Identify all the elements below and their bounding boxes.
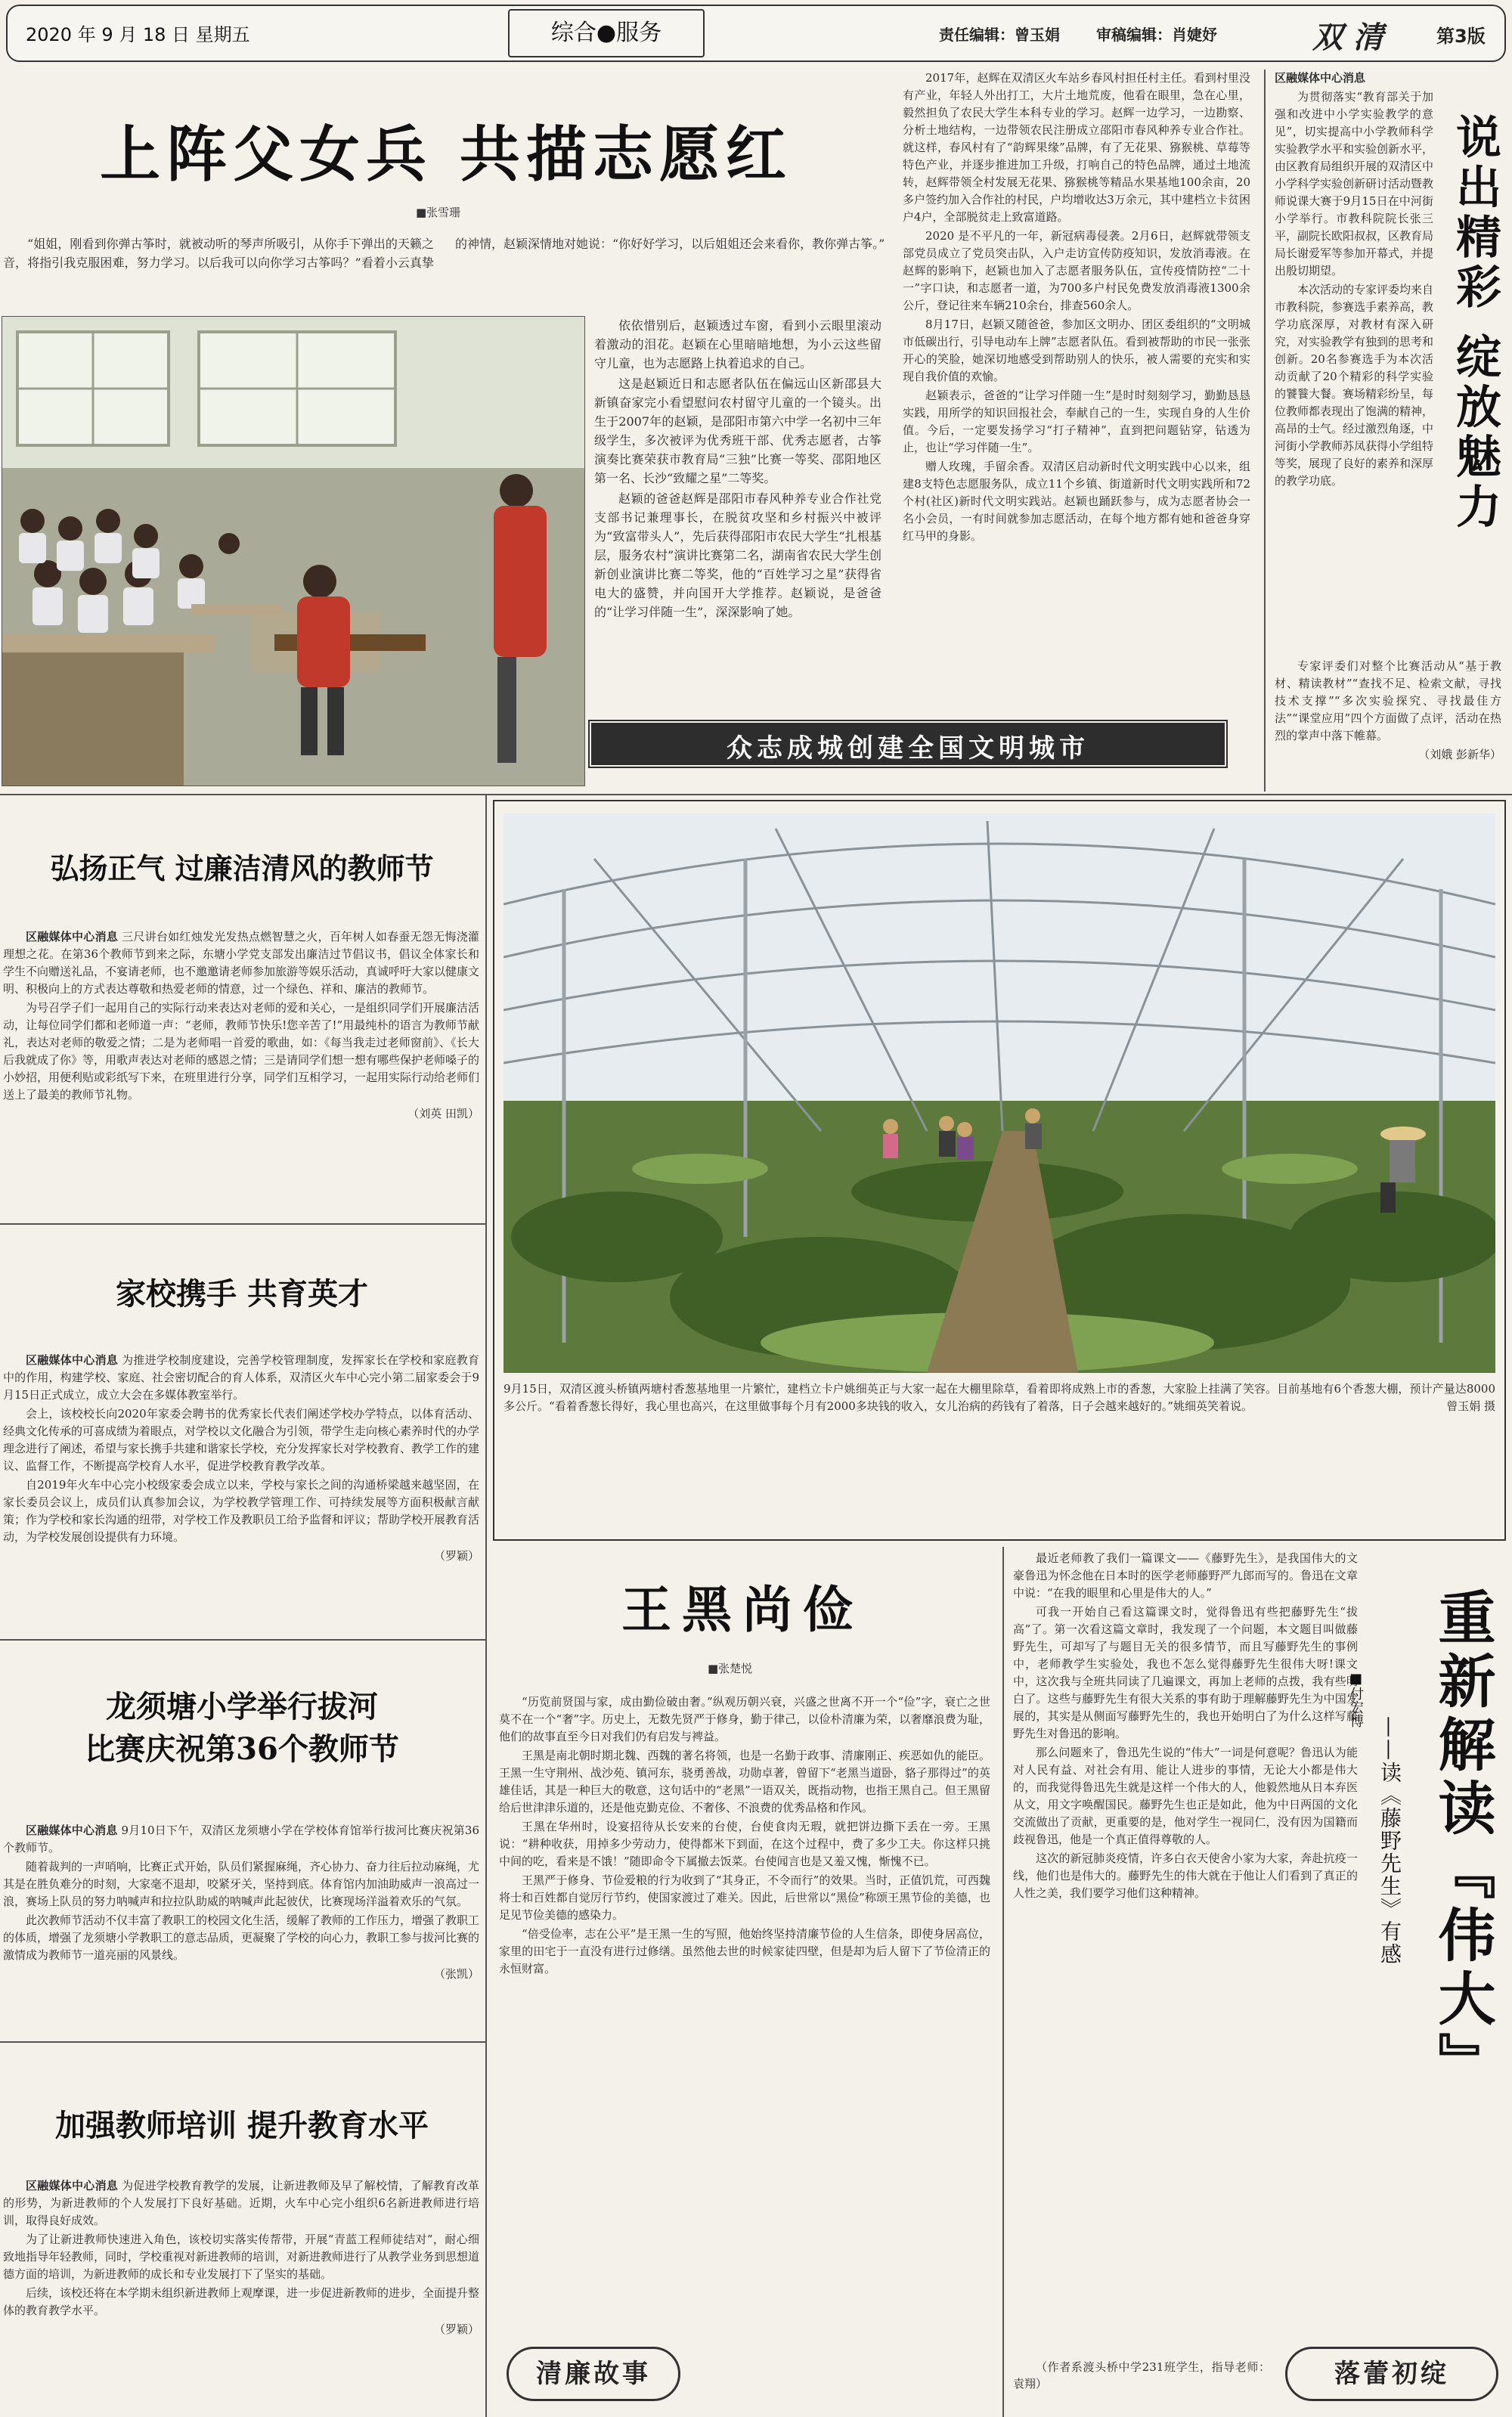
homeschool-title: 家校携手 共育英才 (116, 1276, 368, 1312)
teacher-festival-title: 弘扬正气 过廉洁清风的教师节 (50, 851, 434, 885)
greenhouse-photo-credit: 曾玉娟 摄 (1446, 1399, 1495, 1413)
homeschool-credit: （罗颖） (433, 1549, 479, 1563)
greenhouse-caption (503, 1380, 1495, 1415)
training-para-3: 后续，该校还将在本学期未组织新进教师上观摩课，进一步促进新教师的进步，全面提升整体的教育教学水平。 (3, 2286, 480, 2317)
science-contest-lead: 区融媒体中心消息 (1275, 71, 1366, 85)
longxutang-lead: 区融媒体中心消息 (26, 1824, 118, 1837)
budding-label: 落蕾初绽 (1334, 2359, 1449, 2389)
homeschool-para-2: 会上，该校校长向2020年家委会聘书的优秀家长代表们阐述学校办学特点，以体育活动、经典文化传承的可喜成绩为着眼点，对学校以文化融合为引领，带学生走向核心素养时代的办学理念进行了阐述，希望与家长携手共建和谐家长学校，充分发挥家长对学校教育、教学工作的建议、监督工作，不断提高学校育人水平，促进学校教育教学改革。 (3, 1407, 480, 1473)
page-number: 第3版 (1436, 26, 1486, 47)
main-right-para-3: 8月17日，赵颖又随爸爸，参加区文明办、团区委组织的“文明城市低碳出行，引导电动车上牌”志愿者队伍。看到被帮助的市民一张张开心的笑脸，她深切地感受到帮助别人的快乐，被人需要的充实和实现自我价值的欢愉。 (903, 318, 1250, 383)
teacher-festival-para-2: 为号召学子们一起用自己的实际行动来表达对老师的爱和关心，一是组织同学们开展廉洁活动，让每位同学们都和老师道一声：“老师，教师节快乐!您辛苦了!”用最纯朴的语言为教师节献礼，表达对老师的敬爱之情；二是为老师唱一首爱的歌曲，如：《每当我走过老师窗前》、《长大后我就成了你》等，用歌声表达对老师的感恩之情；三是请同学们想一想有哪些保护老师嗓子的小妙招，用便利贴或彩纸写下来，在班里进行分享，同学们互相学习，一起用实际行动给老师们送上了最美的教师节礼物。 (3, 1001, 480, 1102)
integrity-story-banner (507, 2347, 680, 2401)
main-right-para-4: 赵颖表示，爸爸的“让学习伴随一生”是时时刻刻学习，勤勤恳恳实践，用所学的知识回报社会，奉献自己的一生，实现自身的人生价值。今后，一定要发扬学习“打子精神”，直到把问题钻穿，钻透为止，也让“学习伴随一生”。 (903, 389, 1250, 454)
divider-bottom-middle (1002, 1547, 1004, 2417)
main-article-intro-text: “姐姐，刚看到你弹古筝时，就被动听的琴声所吸引，从你手下弹出的天籁之音，将指引我克服困难，努力学习。以后我可以向你学习古筝吗？”看着小云真挚的神情，赵颖深情地对她说：“你好好学习，以后姐姐还会来看你，教你弹古筝。” (3, 237, 885, 270)
section-label (508, 9, 705, 57)
weida-para-4: 这次的新冠肺炎疫情，许多白衣天使舍小家为大家，奔赴抗疫一线，他们也是伟大的。藤野先生的伟大就在于他让人们看到了真正的人性之美，我们要学习他们这种精神。 (1013, 1851, 1358, 1900)
main-right-para-2: 2020 是不平凡的一年，新冠病毒侵袭。2月6日，赵辉就带领支部党员成立了党员突击队，入户走访宣传防疫知识，发放消毒液。在赵辉的影响下，赵颖也加入了志愿者服务队伍，宣传疫情防控“二十一”字口诀，和志愿者一道，为700多户村民免费发放消毒液1300余公斤，登记往来车辆210余台，排查560余人。 (903, 229, 1250, 312)
page-header (6, 5, 1506, 62)
homeschool-body (3, 1352, 479, 1565)
training-para-1: 为促进学校教育教学的发展，让新进教师及早了解校情，了解教育改革的形势，为新进教师的个人发展打下良好基础。近期，火车中心完小组织6名新进教师进行培训，取得良好成效。 (3, 2179, 479, 2227)
classroom-photo-drawing (2, 317, 584, 786)
greenhouse-caption-text: 9月15日，双清区渡头桥镇两塘村香葱基地里一片繁忙，建档立卡户姚细英正与大家一起在大棚里除草，看着即将成熟上市的香葱，大家脸上挂满了笑容。目前基地有6个香葱大棚，预计产量达8000多公斤。“看着香葱长得好，我心里也高兴，在这里做事每个月有2000多块钱的收入，女儿治病的药钱有了着落，日子会越来越好的。”姚细英笑着说。 (503, 1382, 1495, 1413)
science-contest-credit: （刘娥 彭新华） (1418, 748, 1501, 761)
longxutang-para-2: 随着裁判的一声哨响，比赛正式开始，队员们紧握麻绳，齐心协力、奋力往后拉动麻绳，尤其是在胜负难分的时刻，大家毫不退却，咬紧牙关，坚持到底。体育馆内加油助威声一浪高过一浪，赛场上队员的努力呐喊声和拉拉队助威的呐喊声此起彼伏，比赛现场洋溢着欢乐的气氛。 (3, 1860, 480, 1908)
wangmo-para-1: “历览前贤国与家，成由勤俭破由奢。”纵观历朝兴衰，兴盛之世离不开一个“俭”字，衰亡之世莫不在一个“奢”字。历史上，无数先贤严于修身，勤于律己，以俭朴清廉为荣，以奢靡浪费为耻，他们的故事直至今日对我们仍有启发与裨益。 (499, 1695, 990, 1743)
wangmo-title: 王黑尚俭 (621, 1580, 863, 1639)
wangmo-body (499, 1693, 990, 1979)
teacher-festival-credit: （刘英 田凯） (407, 1107, 479, 1120)
main-article-right-column (903, 70, 1250, 547)
weida-para-1: 最近老师教了我们一篇课文——《藤野先生》，是我国伟大的文豪鲁迅为怀念他在日本时的医学老师藤野严九郎而写的。鲁迅在文章中说：“在我的眼里和心里是伟大的人。” (1013, 1551, 1358, 1600)
integrity-story-label: 清廉故事 (536, 2359, 651, 2389)
divider-top (0, 794, 1512, 795)
longxutang-title (0, 1686, 484, 1771)
greenhouse-photo (503, 813, 1495, 1373)
weida-school-credit: （作者系渡头桥中学231班学生，指导老师：袁翔） (1013, 2360, 1270, 2391)
main-article-intro (3, 234, 886, 272)
homeschool-para-1: 为推进学校制度建设，完善学校管理制度，发挥家长在学校和家庭教育中的作用，构建学校、家庭、社会密切配合的育人体系，双清区火车中心完小第二届家委会于9月15日正式成立，成立大会在多媒体教室举行。 (3, 1353, 479, 1402)
science-contest-title: 说出精彩 绽放魅力 (1448, 113, 1501, 533)
divider-left-2 (0, 1639, 485, 1641)
weida-body (1013, 1550, 1358, 1904)
main-article-left-column (594, 316, 881, 623)
weida-para-3: 那么问题来了，鲁迅先生说的“伟大”一词是何意呢？鲁迅认为能对人民有益、对社会有用、能让人进步的事情，无论大小都是伟大的，而我觉得鲁迅先生就是这样一个伟大的人，他毅然地从日本弃医从文，用文字唤醒国民。藤野先生也正是如此，他为中日两国的文化交流做出了贡献，更重要的是，他对学生一视同仁，没有因为国籍而歧视鲁迅，他是一个真正值得尊敬的人。 (1013, 1746, 1358, 1846)
classroom-guzheng-photo (2, 316, 585, 786)
divider-top-right (1264, 70, 1266, 792)
training-title: 加强教师培训 提升教育水平 (55, 2108, 429, 2143)
training-body (3, 2177, 479, 2338)
teacher-festival-lead: 区融媒体中心消息 (26, 930, 119, 944)
editor-in-charge: 责任编辑：曾玉娟 (939, 26, 1060, 44)
teacher-festival-para-1: 三尺讲台如红烛发光发热点燃智慧之火，百年树人如春蚕无怨无悔浇灌理想之花。在第36个教师节到来之际，东塘小学党支部发出廉洁过节倡议书，倡议全体家长和学生不向赠送礼品，不宴请老师，也不邀邀请老师参加旅游等娱乐活动，真诚呼吁大家以健康文明、积极向上的方式表达尊敬和热爱老师的情意，过一个绿色、祥和、廉洁的教师节。 (3, 930, 480, 996)
longxutang-credit: （张凯） (433, 1967, 479, 1981)
longxutang-para-3: 此次教师节活动不仅丰富了教职工的校园文化生活，缓解了教师的工作压力，增强了教职工的体质，增强了龙须塘小学教职工的意志品质，更凝聚了学校的向心力，教职工参与拔河比赛的激情成为教师节一道亮丽的风景线。 (3, 1913, 480, 1962)
main-article-title: 上阵父女兵 共描志愿红 (100, 119, 792, 190)
main-right-para-1: 2017年，赵辉在双清区火车站乡春风村担任村主任。看到村里没有产业，年轻人外出打工，大片土地荒废，他看在眼里，急在心里，毅然担负了农民大学生本科专业的学习。赵辉一边学习，一边勘察、分析土地结构，一边带领农民注册成立邵阳市春风种养专业合作社。就这样，春风村有了“韵辉果缘”品牌，有了无花果、猕猴桃、草莓等特色产业，并逐步推进加工升级，打响自己的特色品牌，通过土地流转，赵辉带领全村发展无花果、猕猴桃等精品水果基地100余亩，20多户签约加入合作社的村民，户均增收达3万余元，其中建档立卡贫困户4户，全部脱贫走上致富道路。 (903, 71, 1250, 224)
wangmo-para-3: 王黑在华州时，设宴招待从长安来的台使，台使食肉无瑕，就把饼边撕下丢在一旁。王黑说：“耕种收获，用掉多少劳动力，使得都米下到面，在这个过程中，费了多少工夫。你这样只挑中间的吃，看来是不饿！”随即命令下属撤去饭菜。台使闻言也是又羞又愧，惭愧不已。 (499, 1820, 990, 1868)
divider-left-3 (0, 2041, 485, 2043)
homeschool-para-3: 自2019年火车中心完小校级家委会成立以来，学校与家长之间的沟通桥梁越来越坚固，在家长委员会议上，成员们认真参加会议，为学校教学管理工作、可持续发展等方面积极献言献策；作为学校和家长沟通的纽带，对学校工作及教职员工给予监督和评议；帮助学校开展教育活动，为学校发展创设提供有力环境。 (3, 1478, 480, 1544)
science-para-2: 本次活动的专家评委均来自市教科院，参赛选手素养高，教学功底深厚，对教材有深入研究，对实验教学有独到的思考和创新。20名参赛选手为本次活动贡献了20个精彩的科学实验的饕餮大餐。赛场精彩纷呈，每位教师都表现出了饱满的精神，高昂的士气。经过激烈角逐，中河街小学教师苏凤获得小学组特等奖，展现了良好的素养和深厚的教学功底。 (1275, 283, 1434, 488)
homeschool-lead: 区融媒体中心消息 (26, 1353, 119, 1367)
paper-name: 双 清 (1312, 20, 1383, 55)
civilized-city-banner: 众志成城创建全国文明城市 (587, 718, 1229, 770)
weida-para-2: 可我一开始自己看这篇课文时，觉得鲁迅有些把藤野先生“拔高”了。第一次看这篇文章时，我发现了一个问题，本文题目叫做藤野先生，可却写了与题目无关的很多情节，而且写藤野先生的事例中，老师教学生实验处，我也不怎么觉得藤野先生很伟大呀!课文中，这次我与全班共同读了几遍课文，再加上老师的点拨，我有些明白了。这些与藤野先生有很大关系的事有助于理解藤野先生为中国发展的，其实是从侧面写藤野先生的，我也开始明白了为什么这样写藤野先生对鲁迅的影响。 (1013, 1605, 1358, 1740)
teacher-festival-body (3, 928, 479, 1123)
training-lead: 区融媒体中心消息 (26, 2179, 119, 2192)
science-para-1: 为贯彻落实“教育部关于加强和改进中小学实验教学的意见”，切实提高中小学教师科学实验教学水平和实验创新水平，由区教育局组织开展的双清区中小学科学实验创新研讨活动暨教师说课大赛于9月15日在中河街小学举行。市教科院院长张三平，副院长欧阳叔叔，区教育局局长谢爱军等参加开幕式，并提出殷切期望。 (1275, 90, 1434, 277)
science-contest-tail (1275, 658, 1501, 764)
main-right-para-5: 赠人玫瑰，手留余香。双清区启动新时代文明实践中心以来，组建8支特色志愿服务队，成立11个乡镇、街道新时代文明实践所和72个村(社区)新时代文明实践站。赵颖也踊跃参与，成为志愿者协会一名小会员，一有时间就参加志愿活动，在每个地方都有她和爸爸身穿红马甲的身影。 (903, 460, 1250, 543)
longxutang-para-1: 9月10日下午，双清区龙须塘小学在学校体育馆举行拔河比赛庆祝第36个教师节。 (3, 1824, 479, 1855)
longxutang-body (3, 1822, 479, 1983)
training-para-2: 为了让新进教师快速进入角色，该校切实落实传帮带，开展“青蓝工程师徒结对”，耐心细致地指导年轻教师，同时，学校重视对新进教师的培训，对新进教师进行了从教学业务到思想道德方面的培训，为新进教师的成长和专业发展打下了坚实的基础。 (3, 2233, 480, 2281)
training-credit: （罗颖） (433, 2322, 479, 2336)
divider-left-column (485, 794, 487, 2417)
longxutang-title-line2: 比赛庆祝第36个教师节 (85, 1731, 399, 1767)
review-editor: 审稿编辑：肖婕妤 (1096, 26, 1217, 44)
main-left-para-1: 依依惜别后，赵颖透过车窗，看到小云眼里滚动着激动的泪花。赵颖在心里暗暗地想，为小云这些留守儿童，也为志愿路上执着追求的自己。 (594, 318, 881, 370)
wangmo-para-4: 王黑严于修身、节俭爱粮的行为收到了“其身正，不令而行”的效果。当时，正值饥荒，可西魏将士和百姓都自觉厉行节约，使国家渡过了难关。因此，后世常以“黑俭”称颂王黑节俭的美德，也足见节俭美德的感染力。 (499, 1873, 990, 1922)
main-left-para-2: 这是赵颖近日和志愿者队伍在偏远山区新邵县大新镇奋家完小看望慰问农村留守儿童的一个镜头。出生于2007年的赵颖，是邵阳市第六中学一名初中三年级学生，多次被评为优秀班干部、优秀志愿者，古筝演奏比赛荣获市教育局“三独”比赛一等奖、邵阳地区第一名、长沙“致耀之星”二等奖。 (594, 376, 881, 485)
wangmo-author: ■张楚悦 (708, 1662, 753, 1675)
wangmo-para-5: “倍受俭率，志在公平”是王黑一生的写照，他始终坚持清廉节俭的人生信条，即使身居高位，家里的田宅于一直没有进行过修缮。虽然他去世的时候家徒四壁，但是却为后人留下了节俭清正的永恒财富。 (499, 1927, 990, 1975)
main-left-para-3: 赵颖的爸爸赵辉是邵阳市春风种养专业合作社党支部书记兼理事长，在脱贫攻坚和乡村振兴中被评为“致富带头人”，先后获得邵阳市农民大学生“扎根基层，服务农村”演讲比赛第二名，湖南省农民大学生创新创业演讲比赛二等奖，他的“百姓学习之星”获得省电大的盛赞，并向国开大学推荐。赵颖说，是爸爸的“让学习伴随一生”，深深影响了她。 (594, 491, 881, 619)
weida-title: 重新解读『伟大』 (1429, 1588, 1496, 2096)
longxutang-title-line1: 龙须塘小学举行拔河 (106, 1689, 378, 1724)
weida-author: ■付宏博 (1348, 1671, 1364, 1728)
greenhouse-photo-drawing (503, 813, 1495, 1373)
weida-subtitle: ——读《藤野先生》有感 (1377, 1716, 1402, 1966)
divider-left-1 (0, 1223, 485, 1225)
budding-banner (1285, 2347, 1498, 2401)
main-article-author: ■张雪珊 (416, 206, 461, 219)
science-contest-article (1275, 70, 1433, 491)
section-text: 综合●服务 (550, 20, 662, 46)
science-para-3: 专家评委们对整个比赛活动从“基于教材、精读教材”“查找不足、检索文献，寻找技术支撑”“多次实验探究、寻找最佳方法”“课堂应用”四个方面做了点评，活动在热烈的掌声中落下帷幕。 (1275, 659, 1501, 742)
wangmo-para-2: 王黑是南北朝时期北魏、西魏的著名将领，也是一名勤于政事、清廉刚正、疾恶如仇的能臣。王黑一生守荆州、战沙苑、镇河东，骁勇善战，功勋卓著，曾留下“老黑当道卧，貉子那得过”的英雄佳话，其是一种巨大的敬意，这句话中的“老黑”一语双关，既指动物，也指王黑自己。但王黑留给后世津津乐道的，还是他克勤克俭、不奢侈、不浪费的优秀品格和作风。 (499, 1749, 990, 1814)
issue-date: 2020 年 9 月 18 日 星期五 (26, 24, 250, 45)
